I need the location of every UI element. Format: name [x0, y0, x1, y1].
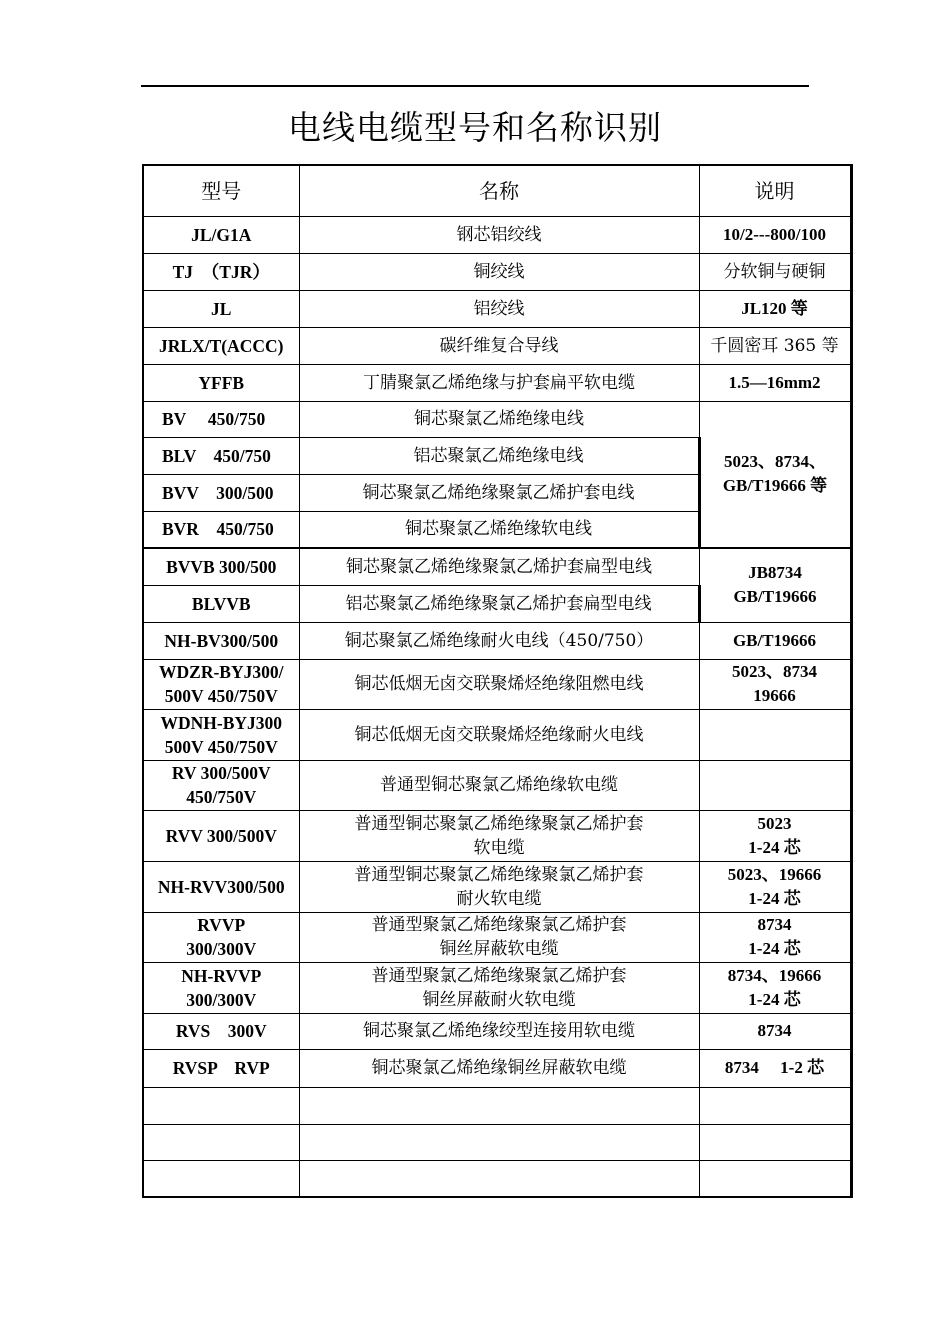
- note-cell: JL120 等: [699, 290, 851, 327]
- note-cell: [699, 709, 851, 760]
- model-cell: JL/G1A: [143, 216, 299, 253]
- model-cell: BVV 300/500: [143, 474, 299, 511]
- name-cell: 铝绞线: [299, 290, 699, 327]
- table-row: [143, 327, 851, 364]
- model-cell: TJ （TJR）: [143, 253, 299, 290]
- table-row: [143, 1124, 851, 1160]
- header-name: 名称: [299, 165, 699, 216]
- model-cell: WDNH-BYJ300 500V 450/750V: [143, 709, 299, 760]
- model-cell: BVR 450/750: [143, 511, 299, 548]
- name-cell: 铝芯聚氯乙烯绝缘电线: [299, 437, 699, 474]
- header-note: 说明: [699, 165, 851, 216]
- note-cell: [699, 760, 851, 810]
- name-cell: 普通型铜芯聚氯乙烯绝缘聚氯乙烯护套 耐火软电缆: [299, 861, 699, 912]
- model-cell: NH-RVV300/500: [143, 861, 299, 912]
- table-row: [143, 659, 851, 709]
- table-row: [143, 1049, 851, 1087]
- table-row: [143, 861, 851, 912]
- model-cell: NH-RVVP 300/300V: [143, 962, 299, 1013]
- note-cell: 5023、8734、 GB/T19666 等: [699, 401, 851, 548]
- table-row: [143, 709, 851, 760]
- model-cell: [143, 1124, 299, 1160]
- name-cell: 铜芯低烟无卤交联聚烯烃绝缘阻燃电线: [299, 659, 699, 709]
- note-cell: 8734 1-2 芯: [699, 1049, 851, 1087]
- note-cell: 8734 1-24 芯: [699, 912, 851, 962]
- model-cell: [143, 1087, 299, 1124]
- name-cell: [299, 1087, 699, 1124]
- table-row: [143, 1160, 851, 1197]
- table-row: [143, 401, 851, 437]
- model-cell: BV 450/750: [143, 401, 299, 437]
- model-cell: RVSP RVP: [143, 1049, 299, 1087]
- note-cell: GB/T19666: [699, 622, 851, 659]
- note-cell: 8734: [699, 1013, 851, 1049]
- name-cell: 铜芯聚氯乙烯绝缘电线: [299, 401, 699, 437]
- table-row: [143, 1087, 851, 1124]
- model-cell: RVS 300V: [143, 1013, 299, 1049]
- name-cell: 铜绞线: [299, 253, 699, 290]
- table-row: [143, 962, 851, 1013]
- note-cell: 1.5—16mm2: [699, 364, 851, 401]
- model-cell: RVV 300/500V: [143, 810, 299, 861]
- model-cell: BLVVB: [143, 585, 299, 622]
- note-cell: [699, 1124, 851, 1160]
- table-row: [143, 1013, 851, 1049]
- note-cell: 8734、19666 1-24 芯: [699, 962, 851, 1013]
- name-cell: 碳纤维复合导线: [299, 327, 699, 364]
- name-cell: [299, 1124, 699, 1160]
- name-cell: 普通型聚氯乙烯绝缘聚氯乙烯护套 铜丝屏蔽耐火软电缆: [299, 962, 699, 1013]
- note-cell: 千圆密耳 365 等: [699, 327, 851, 364]
- table-row: [143, 912, 851, 962]
- model-cell: NH-BV300/500: [143, 622, 299, 659]
- model-cell: JRLX/T(ACCC): [143, 327, 299, 364]
- model-cell: YFFB: [143, 364, 299, 401]
- model-cell: JL: [143, 290, 299, 327]
- name-cell: 铜芯聚氯乙烯绝缘绞型连接用软电缆: [299, 1013, 699, 1049]
- table-row: [143, 216, 851, 253]
- model-cell: RVVP 300/300V: [143, 912, 299, 962]
- table-row: [143, 810, 851, 861]
- name-cell: 钢芯铝绞线: [299, 216, 699, 253]
- top-rule: [141, 85, 809, 87]
- note-cell: [699, 1160, 851, 1197]
- name-cell: 普通型铜芯聚氯乙烯绝缘聚氯乙烯护套 软电缆: [299, 810, 699, 861]
- note-cell: 5023 1-24 芯: [699, 810, 851, 861]
- name-cell: 铝芯聚氯乙烯绝缘聚氯乙烯护套扁型电线: [299, 585, 699, 622]
- name-cell: 铜芯聚氯乙烯绝缘聚氯乙烯护套电线: [299, 474, 699, 511]
- model-cell: BVVB 300/500: [143, 548, 299, 585]
- model-cell: WDZR-BYJ300/ 500V 450/750V: [143, 659, 299, 709]
- note-cell: 5023、19666 1-24 芯: [699, 861, 851, 912]
- name-cell: 丁腈聚氯乙烯绝缘与护套扁平软电缆: [299, 364, 699, 401]
- name-cell: 铜芯聚氯乙烯绝缘耐火电线（450/750）: [299, 622, 699, 659]
- name-cell: 铜芯聚氯乙烯绝缘聚氯乙烯护套扁型电线: [299, 548, 699, 585]
- note-cell: 分软铜与硬铜: [699, 253, 851, 290]
- model-cell: RV 300/500V 450/750V: [143, 760, 299, 810]
- table-row: [143, 290, 851, 327]
- note-cell: [699, 1087, 851, 1124]
- note-cell: JB8734 GB/T19666: [699, 548, 851, 622]
- table-row: [143, 548, 851, 585]
- name-cell: [299, 1160, 699, 1197]
- cable-spec-table: [142, 164, 853, 1198]
- table-row: [143, 622, 851, 659]
- page-title: 电线电缆型号和名称识别: [288, 108, 662, 147]
- name-cell: 铜芯低烟无卤交联聚烯烃绝缘耐火电线: [299, 709, 699, 760]
- name-cell: 铜芯聚氯乙烯绝缘软电线: [299, 511, 699, 548]
- name-cell: 铜芯聚氯乙烯绝缘铜丝屏蔽软电缆: [299, 1049, 699, 1087]
- name-cell: 普通型铜芯聚氯乙烯绝缘软电缆: [299, 760, 699, 810]
- table-row: [143, 760, 851, 810]
- note-cell: 10/2---800/100: [699, 216, 851, 253]
- table-row: [143, 253, 851, 290]
- table-row: [143, 364, 851, 401]
- model-cell: BLV 450/750: [143, 437, 299, 474]
- note-cell: 5023、8734 19666: [699, 659, 851, 709]
- model-cell: [143, 1160, 299, 1197]
- table-header-row: [143, 165, 851, 216]
- name-cell: 普通型聚氯乙烯绝缘聚氯乙烯护套 铜丝屏蔽软电缆: [299, 912, 699, 962]
- header-model: 型号: [143, 165, 299, 216]
